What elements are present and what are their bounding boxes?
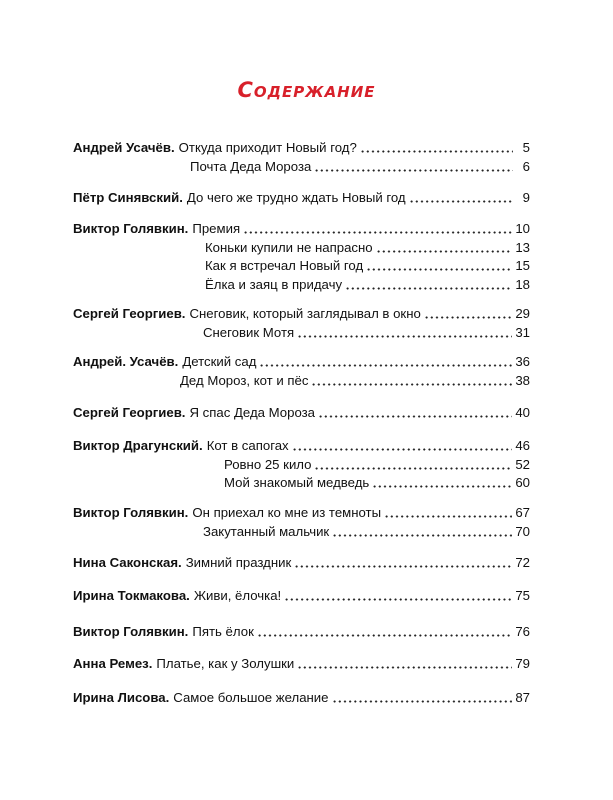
toc-story-title: Ёлка и заяц в придачу: [205, 276, 343, 292]
dot-leader: [297, 659, 512, 669]
toc-story-title: Пять ёлок: [192, 624, 254, 639]
toc-line: [224, 474, 530, 492]
toc-entry: [73, 456, 530, 474]
toc-entry: [73, 139, 530, 157]
toc-author: Виктор Голявкин.: [73, 505, 189, 520]
toc-page-number: 9: [522, 190, 530, 205]
toc-entry: [73, 554, 530, 572]
toc-story-title: Премия: [192, 221, 241, 236]
toc-author: Пётр Синявский.: [73, 190, 183, 205]
toc-entry: [73, 324, 530, 342]
toc-page-number: 13: [515, 239, 530, 255]
toc-line: [73, 587, 530, 605]
dot-leader: [384, 508, 512, 518]
dot-leader: [376, 243, 513, 253]
toc-page-number: 46: [515, 438, 530, 453]
toc-page-number: 67: [515, 505, 530, 520]
toc-story-title: Почта Деда Мороза: [190, 158, 312, 174]
dot-leader: [409, 193, 513, 203]
toc-author: Андрей. Усачёв.: [73, 354, 179, 369]
toc-page-number: 87: [515, 690, 530, 705]
toc-author: Ирина Лисова.: [73, 690, 170, 705]
toc-page-number: 6: [522, 158, 530, 174]
toc-story-title: Ровно 25 кило: [224, 456, 312, 472]
toc-page-number: 79: [515, 656, 530, 671]
toc-page-number: 10: [515, 221, 530, 236]
toc-story-title: Детский сад: [182, 354, 257, 369]
toc-entry: [73, 239, 530, 257]
toc-page-number: 60: [515, 475, 530, 490]
toc-line: [73, 437, 530, 455]
toc-page-number: 75: [515, 588, 530, 603]
dot-leader: [297, 328, 512, 338]
toc-page-number: 5: [522, 140, 530, 155]
toc-line: [73, 504, 530, 522]
toc-story-title: Снеговик Мотя: [203, 324, 295, 340]
toc-entry: [73, 523, 530, 541]
toc-entry: [73, 437, 530, 455]
toc-story-title: Живи, ёлочка!: [193, 588, 282, 603]
dot-leader: [345, 280, 512, 290]
toc-entry: [73, 305, 530, 323]
dot-leader: [366, 261, 512, 271]
dot-leader: [259, 357, 512, 367]
toc-line: [73, 655, 530, 673]
toc-page-number: 40: [515, 405, 530, 420]
toc-entry: [73, 353, 530, 371]
toc-entry: [73, 587, 530, 605]
dot-leader: [294, 558, 512, 568]
toc-author: Ирина Токмакова.: [73, 588, 190, 603]
toc-page-number: 18: [515, 276, 530, 292]
toc-line: [73, 353, 530, 371]
toc-story-title: Закутанный мальчик: [203, 523, 330, 539]
toc-story-title: Как я встречал Новый год: [205, 258, 364, 273]
toc-author: Виктор Драгунский.: [73, 438, 203, 453]
toc-story-title: Дед Мороз, кот и пёс: [180, 372, 309, 388]
toc-story-title: Самое большое желание: [173, 690, 329, 705]
toc-page-number: 38: [515, 372, 530, 388]
toc-story-title: Мой знакомый медведь: [224, 475, 370, 490]
toc-entry: [73, 623, 530, 641]
dot-leader: [243, 224, 512, 234]
toc-entry: [73, 158, 530, 176]
dot-leader: [257, 627, 512, 637]
toc-author: Андрей Усачёв.: [73, 140, 175, 155]
toc-page-number: 52: [515, 456, 530, 472]
toc-page-number: 76: [515, 624, 530, 639]
toc-author: Виктор Голявкин.: [73, 221, 189, 236]
toc-line: [205, 239, 530, 257]
toc-story-title: Платье, как у Золушки: [156, 656, 295, 671]
toc-author: Виктор Голявкин.: [73, 624, 189, 639]
toc-page-number: 36: [515, 354, 530, 369]
toc-line: [203, 324, 530, 342]
toc-entry: [73, 257, 530, 275]
toc-page-number: 72: [515, 555, 530, 570]
toc-author: Сергей Георгиев.: [73, 405, 186, 420]
toc-entry: [73, 504, 530, 522]
dot-leader: [424, 309, 513, 319]
dot-leader: [360, 143, 513, 153]
toc-author: Сергей Георгиев.: [73, 306, 186, 321]
toc-story-title: Откуда приходит Новый год?: [178, 140, 357, 155]
toc-entry: [73, 220, 530, 238]
toc-story-title: Коньки купили не напрасно: [205, 239, 373, 255]
toc-story-title: Кот в сапогах: [206, 438, 289, 453]
toc-entry: [73, 276, 530, 294]
toc-story-title: Снеговик, который заглядывал в окно: [189, 306, 421, 321]
toc-line: [73, 189, 530, 207]
dot-leader: [372, 478, 512, 488]
toc-line: [180, 372, 530, 390]
toc-page-number: 31: [515, 324, 530, 340]
toc-story-title: Я спас Деда Мороза: [189, 405, 316, 420]
toc-line: [73, 689, 530, 707]
toc-entry: [73, 689, 530, 707]
dot-leader: [318, 408, 512, 418]
toc-line: [73, 404, 530, 422]
toc-line: [203, 523, 530, 541]
toc-line: [73, 139, 530, 157]
toc-line: [73, 554, 530, 572]
toc-entry: [73, 189, 530, 207]
dot-leader: [284, 591, 512, 601]
page-title: Содержание: [237, 78, 376, 102]
dot-leader: [292, 441, 513, 451]
dot-leader: [332, 693, 513, 703]
dot-leader: [332, 527, 512, 537]
toc-entry: [73, 474, 530, 492]
toc-line: [73, 623, 530, 641]
dot-leader: [314, 460, 512, 470]
toc-page-number: 70: [515, 523, 530, 539]
toc-line: [190, 158, 530, 176]
toc-line: [205, 257, 530, 275]
toc-line: [224, 456, 530, 474]
dot-leader: [311, 376, 512, 386]
toc-story-title: До чего же трудно ждать Новый год: [186, 190, 406, 205]
toc-entry: [73, 404, 530, 422]
toc-entry: [73, 655, 530, 673]
toc-line: [73, 305, 530, 323]
dot-leader: [314, 162, 513, 172]
toc-entry: [73, 372, 530, 390]
toc-line: [73, 220, 530, 238]
toc-author: Нина Саконская.: [73, 555, 182, 570]
toc-author: Анна Ремез.: [73, 656, 153, 671]
toc-line: [205, 276, 530, 294]
toc-story-title: Зимний праздник: [185, 555, 292, 570]
toc-story-title: Он приехал ко мне из темноты: [192, 505, 382, 520]
toc-page-number: 15: [515, 258, 530, 273]
toc-page-number: 29: [515, 306, 530, 321]
